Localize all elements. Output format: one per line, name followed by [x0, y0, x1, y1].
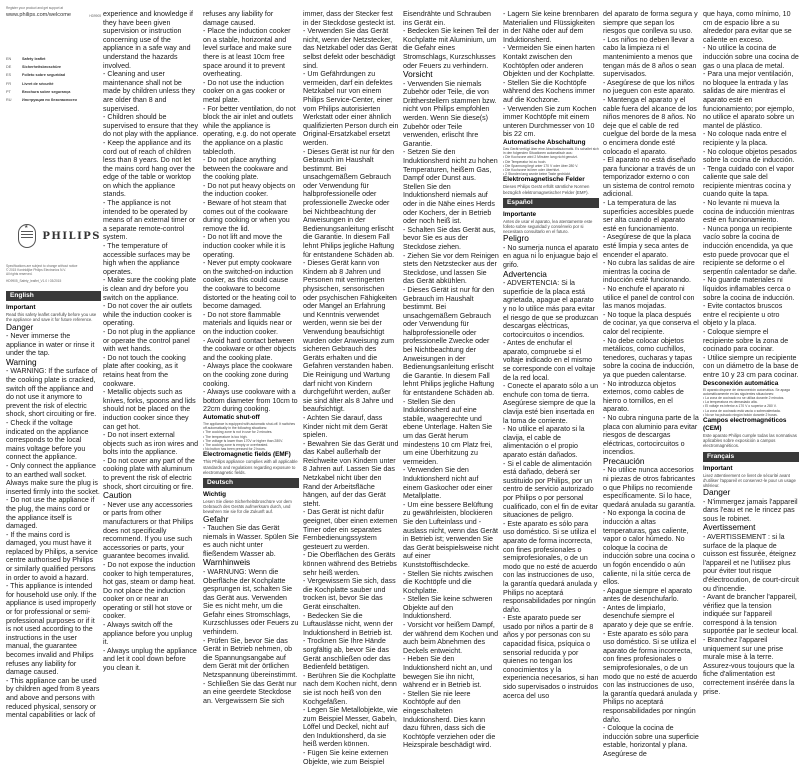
heading-emf-en: Electromagnetic fields (EMF) — [203, 451, 291, 459]
cem-text: Este aparato Philips cumple todas las normativas aplicables sobre exposición a campos electromagnéticos. — [703, 432, 797, 449]
menu-item-en[interactable]: EN Safety leaflet — [6, 57, 46, 61]
desconexion-notes: El aparato dispone de desconexión automática. Se apaga automáticamente en las siguientes situaciones: • La zona de cocinado no se utiliza durante 2 minutos. • La temperatura es demasiado alta. • El voltaje es inferior a 170 V o superior a 280 V. • La zona de cocinado está vacía o sobrecalentada. • No se ha pulsado ningún botón durante 2 horas. — [703, 387, 790, 417]
deutsch-continued-text-2: Eisendrähte und Schrauben ins Gerät ein. - Bedecken Sie keinen Teil der Kochplatte mit Aluminium, um die Gefahr eines Stromschlags, Kurzschlusses oder Feuers zu verhindern. — [403, 10, 499, 70]
emf-text-en: This Philips appliance complies with all applicable standards and regulations regarding exposure to electromagnetic fields. — [203, 459, 298, 475]
heading-important: Important — [6, 304, 36, 312]
caution-text: - Never use any accessories or parts from other manufacturers or that Philips does not specifically recommend. If you use such accessories or parts, your guarantee becomes invalid. - Do not expose the induction cooker to high temperatures, hot gas, steam or damp heat. Do not place the induction cooker on or near an operating or still hot stove or cooker. - Always switch off the appliance before you unplug it. - Always unplug the appliance and let it cool down before you clean it. — [103, 500, 197, 673]
espanol-continued-text-2: que haya, como mínimo, 10 cm de espacio libre a su alrededor para evitar que se caliente en exceso. - No utilice la cocina de inducción sobre una cocina de gas o una placa de metal. - Para una mejor ventilación, no bloquee la entrada y las salidas de aire mientras el aparato esté en funcionamiento; por ejemplo, no utilice el aparato sobre un mantel de plástico. - No coloque nada entre el recipiente y la placa. - No coloque objetos pesados sobre la cocina de inducción. - Tenga cuidado con el vapor caliente que sale del recipiente mientras cocina y cuando quite la tapa. - No levante ni mueva la cocina de inducción mientras esté en funcionamiento. - Nunca ponga un recipiente vacío sobre la cocina de inducción encendida, ya que esto puede provocar que el recipiente se deforme o el serpentín calentador se dañe. - No guarde materiales ni líquidos inflamables cerca o sobre la cocina de inducción. - Evite contactos bruscos entre el recipiente u otro objeto y la placa. - Coloque siempre el recipiente sobre la zona de cocinado para cocinar. - Utilice siempre un recipiente con un diámetro de la base de entre 10 y 23 cm para cocinar. — [703, 10, 799, 379]
column-3: refuses any liability for damage caused. - Place the induction cooker on a stable, horizontal and level surface and make sure there is at least 10cm free space around it to prevent overheating. - Do not use the induction cooker on a gas cooker or metal plate. - For better ventilation, do not block the air inlet and outlets while the appliance is operating, e.g. do not operate the appliance on a plastic tablecloth. - Do not place anything between the cookware and the cooking plate. - Do not put heavy objects on the induction cooker. - Beware of hot steam that comes out of the cookware during cooking or when you remove the lid. - Do not lift and move the induction cooker while it is operating. - Never put empty cookware on the switched-on induction cooker, as this could cause the cookware to become distorted or the heating coil to become damaged. - Do not store flammable materials and liquids near or on the induction cooker. - Avoid hard contact between the cookware or other objects and the cooking plate. - Always place the cookware on the cooking zone during cooking. - Always use cookware with a bottom diameter from 10cm to 22cm during cooking. Automatic shut-off The appliance is equipped with automatic shut-off. It switches off automatically in the following situations: • The cooking zone is not in use for 2 minutes. • The temperature is too high. • The voltage is lower than 170V or higher than 280V. • The cooking zone is empty or overheated. • No button has been pressed for 2 hours. Electromagnetic fields (EMF) This Philips appliance complies with all applicable standards and regulations regarding exposure to electromagnetic fields. Deutsch Wichtig Lesen Sie diese Sicherheitsbroschüre vor dem Gebrauch des Geräts aufmerksam durch, und bewahren Sie sie für die Zukunft auf. Gefahr - Tauchen Sie das Gerät niemals in Wasser. Spülen Sie es auch nicht unter fließendem Wasser ab. Warnhinweis - WARNUNG: Wenn die Oberfläche der Kochplatte gesprungen ist, schalten Sie das Gerät aus. Verwenden Sie es nicht mehr, um die Gefahr eines Stromschlags, Kurzschlusses oder Feuers zu verhindern. - Prüfen Sie, bevor Sie das Gerät in Betrieb nehmen, ob die Spannungsangabe auf dem Gerät mit der örtlichen Netzspannung übereinstimmt. - Schließen Sie das Gerät nur an eine geerdete Steckdose an. Vergewissern Sie sich — [203, 10, 299, 705]
espanol-continued-text: del aparato de forma segura y siempre que sepan los riesgos que conlleva su uso. - Los niños no deben llevar a cabo la limpieza ni el mantenimiento a menos que tengan más de 8 años o sean supervisados. - Asegúrese de que los niños no jueguen con este aparato. - Mantenga el aparato y el cable fuera del alcance de los niños menores de 8 años. No deje que el cable de red cuelgue del borde de la mesa o encimera donde esté colocado el aparato. - El aparato no está diseñado para funcionar a través de un temporizador externo o con un sistema de control remoto adicional. - La temperatura de las superficies accesibles puede ser alta cuando el aparato esté en funcionamiento. - Asegúrese de que la placa esté limpia y seca antes de encender el aparato. - No cubra las salidas de aire mientras la cocina de inducción esté funcionando. - No enchufe el aparato ni utilice el panel de control con las manos mojadas. - No toque la placa después de cocinar, ya que conserva el calor del recipiente. - No debe colocar objetos metálicos, como cuchillos, tenedores, cucharas y tapas sobre la cocina de inducción, ya que pueden calentarse. - No introduzca objetos externos, como cables de hierro o tornillos, en el aparato. - No cubra ninguna parte de la placa con aluminio para evitar riesgos de descargas eléctricas, cortocircuitos o incendios. — [603, 10, 699, 457]
heading-gefahr: Gefahr — [203, 513, 229, 524]
column-5 — [403, 10, 499, 750]
language-header-deutsch: Deutsch — [203, 478, 299, 488]
language-header-english: English — [6, 291, 101, 301]
english-caution-continued: refuses any liability for damage caused. - Place the induction cooker on a stable, horizontal and level surface and make sure there is at least 10cm free space around it to prevent overheating. - Do not use the induction cooker on a gas cooker or metal plate. - For better ventilation, do not block the air inlet and outlets while the appliance is operating, e.g. do not operate the appliance on a plastic tablecloth. - Do not place anything between the cookware and the cooking plate. - Do not put heavy objects on the induction cooker. - Beware of hot steam that comes out of the cookware during cooking or when you remove the lid. - Do not lift and move the induction cooker while it is operating. - Never put empty cookware on the switched-on induction cooker, as this could cause the cookware to become distorted or the heating coil to become damaged. - Do not store flammable materials and liquids near or on the induction cooker. - Avoid hard contact between the cookware or other objects and the cooking plate. - Always place the cookware on the cooking zone during cooking. - Always use cookware with a bottom diameter from 10cm to 22cm during cooking. — [203, 10, 298, 414]
menu-item-es[interactable]: ES Folleto sobre seguridad — [6, 73, 66, 78]
language-header-espanol: Español — [503, 198, 599, 208]
brand-logo: PHILIPS — [42, 230, 101, 242]
spec-note: Specifications are subject to change without notice — [6, 264, 78, 269]
menu-item-pt[interactable]: PT Brochura sobre segurança — [6, 89, 71, 94]
column-7 — [603, 10, 699, 758]
heading-emf-de: Elektromagnetische Felder — [503, 176, 585, 184]
heading-important-fr: Important — [703, 464, 733, 472]
deutsch-continued-text: immer, dass der Stecker fest in der Steckdose gesteckt ist. - Verwenden Sie das Gerät nicht, wenn der Netzstecker, das Netzkabel oder das Gerät selbst defekt oder beschädigt sind. - Um Gefährdungen zu vermeiden, darf ein defektes Netzkabel nur von einem Philips Service-Center, einer vom Philips autorisierten Werkstatt oder einer ähnlich qualifizierten Person durch ein Original-Ersatzkabel ersetzt werden. - Dieses Gerät ist nur für den Gebrauch im Haushalt bestimmt. Bei unsachgemäßem Gebrauch oder Verwendung für halbprofessionelle oder professionelle Zwecke oder bei Nichtbeachtung der Anweisungen in der Bedienungsanleitung erlischt die Garantie. In diesem Fall lehnt Philips jegliche Haftung für entstandene Schäden ab. - Dieses Gerät kann von Kindern ab 8 Jahren und Personen mit verringerten physischen, sensorischen oder psychischen Fähigkeiten oder Mangel an Erfahrung und Kenntnis verwendet werden, wenn sie bei der Verwendung beaufsichtigt wurden oder Anweisung zum sicheren Gebrauch des Geräts erhalten und die Gefahren verstanden haben. Die Reinigung und Wartung darf nicht von Kindern durchgeführt werden, außer sie sind älter als 8 Jahre und beaufsichtigt. - Achten Sie darauf, dass Kinder nicht mit dem Gerät spielen. - Bewahren Sie das Gerät und das Kabel außerhalb der Reichweite von Kindern unter 8 Jahren auf. Lassen Sie das Netzkabel nicht über den Rand der Arbeitsfläche hängen, auf der das Gerät steht. - Das Gerät ist nicht dafür geeignet, über einen externen Timer oder ein separates Fernbedienungssystem gesteuert zu werden. - Die Oberflächen des Geräts können während des Betriebs sehr heiß werden. - Vergewissern Sie sich, dass die Kochplatte sauber und trocken ist, bevor Sie das Gerät einschalten. - Bedecken Sie die Luftauslässe nicht, wenn der Induktionsherd in Betrieb ist. - Trocknen Sie Ihre Hände sorgfältig ab, bevor Sie das Gerät anschließen oder das Bedienfeld betätigen. - Berühren Sie die Kochplatte nach dem Kochen nicht, denn sie ist noch heiß von den Kochgefäßen. - Legen Sie Metallobjekte, wie zum Beispiel Messer, Gabeln, Löffel und Deckel, nicht auf den Induktionsherd, da sie heiß werden können. - Fügen Sie keine externen Objekte, wie zum Beispiel — [303, 10, 399, 766]
welcome-url[interactable]: www.philips.com/welcome — [6, 12, 71, 18]
philips-shield-icon — [18, 224, 36, 248]
heading-vorsicht: Vorsicht — [403, 69, 433, 80]
column-6: - Lagern Sie keine brennbaren Materialien und Flüssigkeiten in der Nähe oder auf dem Induktionsherd. - Vermeiden Sie einen harten Kontakt zwischen den Kochtöpfen oder anderen Objekten und der Kochplatte. - Stellen Sie die Kochtöpfe während des Kochens immer auf die Kochzone. - Verwenden Sie zum Kochen immer Kochtöpfe mit einem unteren Durchmesser von 10 bis 22 cm. Automatische Abschaltung Das Gerät verfügt über eine Abschaltautomatik. Es schaltet sich in den folgenden Situationen automatisch aus: • Die Kochzone wird 2 Minuten lang nicht genutzt. • Die Temperatur ist zu hoch. • Die Spannung liegt unter 170 V oder über 280 V. • Die Kochzone ist leer oder überhitzt. • 2 Stunden lang wurde keine Taste gedrückt. Elektromagnetische Felder Dieses Philips Gerät erfüllt sämtliche Normen bezüglich elektromagnetischer Felder (EMF). Español Importante Antes de usar el aparato, lea atentamente este folleto sobre seguridad y consérvelo por si necesitara consultarlo en el futuro. Peligro - No sumerja nunca el aparato en agua ni lo enjuague bajo el grifo. Advertencia - ADVERTENCIA: Si la superficie de la placa está agrietada, apague el aparato y no lo utilice más para evitar el riesgo de que se produzcan descargas eléctricas, cortocircuitos o incendios. - Antes de enchufar el aparato, compruebe si el voltaje indicado en el mismo se corresponde con el voltaje de la red local. - Conecte el aparato sólo a un enchufe con toma de tierra. Asegúrese siempre de que la clavija esté bien insertada en la toma de corriente. - No utilice el aparato si la clavija, el cable de alimentación o el propio aparato están dañados. - Si el cable de alimentación está dañado, deberá ser sustituido por Philips, por un centro de servicio autorizado por Philips o por personal cualificado, con el fin de evitar situaciones de peligro. - Este aparato es sólo para uso doméstico. Si se utiliza el aparato de forma incorrecta, con fines profesionales o semiprofesionales, o de un modo que no esté de acuerdo con las instrucciones de uso, la garantía quedará anulada y Philips no aceptará responsabilidades por ningún daño. - Este aparato puede ser usado por niños a partir de 8 años y por personas con su capacidad física, psíquica o sensorial reducida y por quienes no tengan los conocimientos y la experiencia necesarios, si han sido supervisados o instruidos acerca del uso — [503, 10, 599, 700]
heading-advertencia: Advertencia — [503, 268, 547, 279]
heading-cem: Campos electromagnéticos (CEM) — [703, 416, 787, 432]
heading-peligro: Peligro — [503, 233, 529, 244]
emf-text-de: Dieses Philips Gerät erfüllt sämtliche Normen bezüglich elektromagnetischer Felder (EMF). — [503, 184, 590, 195]
rights: All rights reserved. — [6, 272, 33, 277]
gefahr-text: - Tauchen Sie das Gerät niemals in Wasser. Spülen Sie es auch nicht unter fließendem Wasser ab. — [203, 524, 299, 558]
heading-precaucion: Precaución — [603, 455, 645, 466]
heading-auto-shutoff: Automatic shut-off — [203, 413, 260, 421]
heading-wichtig: Wichtig — [203, 490, 227, 498]
heading-importante: Importante — [503, 210, 537, 218]
auto-shutoff-notes: The appliance is equipped with automatic shut-off. It switches off automatically in the following situations: • The cooking zone is not in use for 2 minutes. • The temperature is too high. • The voltage is lower than 170V or higher than 280V. • The cooking zone is empty or overheated. • No button has been pressed for 2 hours. — [203, 421, 296, 452]
menu-item-de[interactable]: DE Sicherheitsbroschüre — [6, 65, 62, 70]
menu-item-ru[interactable]: RU Инструкция по безопасности — [6, 98, 77, 103]
heading-caution: Caution — [103, 490, 132, 501]
doc-code: HD9905_Safety_leaflet_V1.0 / 03/2015 — [6, 279, 62, 284]
column-2 — [103, 10, 199, 710]
column-4 — [303, 10, 399, 766]
column-8: que haya, como mínimo, 10 cm de espacio libre a su alrededor para evitar que se caliente en exceso. - No utilice la cocina de inducción sobre una cocina de gas o una placa de metal. - Para una mejor ventilación, no bloquee la entrada y las salidas de aire mientras el aparato esté en funcionamiento; por ejemplo, no utilice el aparato sobre un mantel de plástico. - No coloque nada entre el recipiente y la placa. - No coloque objetos pesados sobre la cocina de inducción. - Tenga cuidado con el vapor caliente que sale del recipiente mientras cocina y cuando quite la tapa. - No levante ni mueva la cocina de inducción mientras esté en funcionamiento. - Nunca ponga un recipiente vacío sobre la cocina de inducción encendida, ya que esto puede provocar que el recipiente se deforme o el serpentín calentador se dañe. - No guarde materiales ni líquidos inflamables cerca o sobre la cocina de inducción. - Evite contactos bruscos entre el recipiente u otro objeto y la placa. - Coloque siempre el recipiente sobre la zona de cocinado para cocinar. - Utilice siempre un recipiente con un diámetro de la base de entre 10 y 23 cm para cocinar. Desconexión automática El aparato dispone de desconexión automática. Se apaga automáticamente en las siguientes situaciones: • La zona de cocinado no se utiliza durante 2 minutos. • La temperatura es demasiado alta. • El voltaje es inferior a 170 V o superior a 280 V. • La zona de cocinado está vacía o sobrecalentada. • No se ha pulsado ningún botón durante 2 horas. Campos electromagnéticos (CEM) Este aparato Philips cumple todas las normativas aplicables sobre exposición a campos electromagnéticos. Français Important Lisez attentivement ce livret de sécurité avant d'utiliser l'appareil et conservez-le pour un usage ultérieur. Danger - N'immergez jamais l'appareil dans l'eau et ne le rincez pas sous le robinet. Avertissement - AVERTISSEMENT : si la surface de la plaque de cuisson est fissurée, éteignez l'appareil et ne l'utilisez plus pour éviter tout risque d'électrocution, de court-circuit ou d'incendie. - Avant de brancher l'appareil, vérifiez que la tension indiquée sur l'appareil correspond à la tension supportée par le secteur local. - Branchez l'appareil uniquement sur une prise murale mise à la terre. Assurez-vous toujours que la fiche d'alimentation est correctement insérée dans la prise. — [703, 10, 799, 696]
warnhinweis-text: - WARNUNG: Wenn die Oberfläche der Kochplatte gesprungen ist, schalten Sie das Gerät aus. Verwenden Sie es nicht mehr, um die Gefahr eines Stromschlags, Kurzschlusses oder Feuers zu verhindern. - Prüfen Sie, bevor Sie das Gerät in Betrieb nehmen, ob die Spannungsangabe auf dem Gerät mit der örtlichen Netzspannung übereinstimmt. - Schließen Sie das Gerät nur an eine geerdete Steckdose an. Vergewissern Sie sich — [203, 567, 299, 705]
register-note: Register your product and get support at — [6, 6, 64, 10]
english-continued-text: experience and knowledge if they have been given supervision or instruction concerning use of the appliance in a safe way and understand the hazards involved. - Cleaning and user maintenance shall not be made by children unless they are older than 8 and supervised. - Children should be supervised to ensure that they do not play with the appliance. - Keep the appliance and its cord out of reach of children less than 8 years. Do not let the mains cord hang over the edge of the table or worktop on which the appliance stands. - The appliance is not intended to be operated by means of an external timer or a separate remote-control system. - The temperature of accessible surfaces may be high when the appliance operates. - Make sure the cooking plate is clean and dry before you switch on the appliance. - Do not cover the air outlets while the induction cooker is operating. - Do not plug in the appliance or operate the control panel with wet hands. - Do not touch the cooking plate after cooking, as it retains heat from the cookware. - Metallic objects such as knives, forks, spoons and lids should not be placed on the induction cooker since they can get hot. - Do not insert external objects such as iron wires and bolts into the appliance. - Do not cover any part of the cooking plate with aluminum to prevent the risk of electric shock, short circuiting or fire. — [103, 10, 199, 491]
heading-warnhinweis: Warnhinweis — [203, 557, 251, 568]
heading-abschaltung: Automatische Abschaltung — [503, 138, 586, 146]
copyright: © 2015 Koninklijke Philips Electronics N.V. — [6, 268, 66, 273]
menu-item-fr[interactable]: FR Livret de sécurité — [6, 81, 54, 86]
model-number: HD9905 — [89, 13, 101, 18]
column-1 — [6, 6, 101, 720]
heading-desconexion: Desconexión automática — [703, 379, 779, 387]
language-header-francais: Français — [703, 452, 799, 462]
advertencia-text: - ADVERTENCIA: Si la superficie de la placa está agrietada, apague el aparato y no lo utilice más para evitar el riesgo de que se produzcan descargas eléctricas, cortocircuitos o incendios. - Antes de enchufar el aparato, compruebe si el voltaje indicado en el mismo se corresponde con el voltaje de la red local. - Conecte el aparato sólo a un enchufe con toma de tierra. Asegúrese siempre de que la clavija esté bien insertada en la toma de corriente. - No utilice el aparato si la clavija, el cable de alimentación o el propio aparato están dañados. - Si el cable de alimentación está dañado, deberá ser sustituido por Philips, por un centro de servicio autorizado por Philips o por personal cualificado, con el fin de evitar situaciones de peligro. - Este aparato es sólo para uso doméstico. Si se utiliza el aparato de forma incorrecta, con fines profesionales o semiprofesionales, o de un modo que no esté de acuerdo con las instrucciones de uso, la garantía quedará anulada y Philips no aceptará responsabilidades por ningún daño. - Este aparato puede ser usado por niños a partir de 8 años y por personas con su capacidad física, psíquica o sensorial reducida y por quienes no tengan los conocimientos y la experiencia necesarios, si han sido supervisados o instruidos acerca del uso — [503, 279, 599, 700]
peligro-text: - No sumerja nunca el aparato en agua ni lo enjuague bajo el grifo. — [503, 243, 599, 270]
language-menu — [6, 55, 101, 104]
heading-avertissement: Avertissement — [703, 522, 756, 533]
heading-danger: Danger — [6, 321, 34, 332]
avertissement-text: - AVERTISSEMENT : si la surface de la plaque de cuisson est fissurée, éteignez l'appareil et ne l'utilisez plus pour éviter tout risque d'électrocution, de court-circuit ou d'incendie. - Avant de brancher l'appareil, vérifiez que la tension indiquée sur l'appareil correspond à la tension supportée par le secteur local. - Branchez l'appareil uniquement sur une prise murale mise à la terre. Assurez-vous toujours que la fiche d'alimentation est correctement insérée dans la prise. — [703, 532, 799, 696]
important-text: Read this safety leaflet carefully before you use the appliance and save it for future reference. — [6, 312, 97, 323]
warning-text: - WARNING: If the surface of the cooking plate is cracked, switch off the appliance and do not use it anymore to prevent the risk of electric shock, short circuiting or fire. - Check if the voltage indicated on the appliance corresponds to the local mains voltage before you connect the appliance. - Only connect the appliance to an earthed wall socket. Always make sure the plug is inserted firmly into the socket. - Do not use the appliance if the plug, the mains cord or the appliance itself is damaged. - If the mains cord is damaged, you must have it replaced by Philips, a service centre authorised by Philips or similarly qualified persons in order to avoid a hazard. - This appliance is intended for household use only. If the appliance is used improperly or for professional or semi-professional purposes or if it is not used according to the instructions in the user manual, the guarantee becomes invalid and Philips refuses any liability for damage caused. - This appliance can be used by children aged from 8 years and above and persons with reduced physical, sensory or mental capabilities or lack of — [6, 367, 100, 720]
deutsch-continued-text-3: - Lagern Sie keine brennbaren Materialien und Flüssigkeiten in der Nähe oder auf dem Induktionsherd. - Vermeiden Sie einen harten Kontakt zwischen den Kochtöpfen oder anderen Objekten und der Kochplatte. - Stellen Sie die Kochtöpfe während des Kochens immer auf die Kochzone. - Verwenden Sie zum Kochen immer Kochtöpfe mit einem unteren Durchmesser von 10 bis 22 cm. — [503, 10, 599, 139]
heading-danger-fr: Danger — [703, 487, 731, 498]
vorsicht-text: - Verwenden Sie niemals Zubehör oder Teile, die von Drittherstellern stammen bzw. nicht von Philips empfohlen werden. Wenn Sie diese(s) Zubehör oder Teile verwenden, erlischt Ihre Garantie. - Setzen Sie den Induktionsherd nicht zu hohen Temperaturen, heißem Gas, Dampf oder Dunst aus. Stellen Sie den Induktionsherd niemals auf oder in die Nähe eines Herds oder Kochers, der in Betrieb oder noch heiß ist. - Schalten Sie das Gerät aus, bevor Sie es aus der Steckdose ziehen. - Ziehen Sie vor dem Reinigen stets den Netzstecker aus der Steckdose, und lassen Sie das Gerät abkühlen. - Dieses Gerät ist nur für den Gebrauch im Haushalt bestimmt. Bei unsachgemäßem Gebrauch oder Verwendung für halbprofessionelle oder professionelle Zwecke oder bei Nichtbeachtung der Anweisungen in der Bedienungsanleitung erlischt die Garantie. In diesem Fall lehnt Philips jegliche Haftung für entstandene Schäden ab. - Stellen Sie den Induktionsherd auf eine stabile, waagerechte und ebene Unterlage. Halten Sie um das Gerät herum mindestens 10 cm Platz frei, um eine Überhitzung zu vermeiden. - Verwenden Sie den Induktionsherd nicht auf einem Gaskocher oder einer Metallplatte. - Um eine bessere Belüftung zu gewährleisten, blockieren Sie den Lufteinlass und -auslass nicht, wenn das Gerät in Betrieb ist; verwenden Sie das Gerät beispielsweise nicht auf einer Kunststofftischdecke. - Stellen Sie nichts zwischen die Kochtöpfe und die Kochplatte. - Stellen Sie keine schweren Objekte auf den Induktionsherd. - Vorsicht vor heißem Dampf, der während dem Kochen und auch beim Abnehmen des Deckels entweicht. - Heben Sie den Induktionsherd nicht an, und bewegen Sie ihn nicht, während er in Betrieb ist. - Stellen Sie nie leere Kochtöpfe auf den eingeschalteten Induktionsherd. Dies kann dazu führen, dass sich die Kochtöpfe verziehen oder die Heizspirale beschädigt wird. — [403, 79, 499, 750]
abschaltung-notes: Das Gerät verfügt über eine Abschaltautomatik. Es schaltet sich in den folgenden Situationen automatisch aus: • Die Kochzone wird 2 Minuten lang nicht genutzt. • Die Temperatur ist zu hoch. • Die Spannung liegt unter 170 V oder über 280 V. • Die Kochzone ist leer oder überhitzt. • 2 Stunden lang wurde keine Taste gedrückt. — [503, 146, 599, 177]
precaucion-text: - No utilice nunca accesorios ni piezas de otros fabricantes o que Philips no recomiende específicamente. Si lo hace, quedará anulada su garantía. - No exponga la cocina de inducción a altas temperaturas, gas caliente, vapor o calor húmedo. No coloque la cocina de inducción sobre una cocina o un fogón encendido o aún caliente, ni la sitúe cerca de ellos. - Apague siempre el aparato antes de desenchufarlo. - Antes de limpiarlo, desenchufe siempre el aparato y deje que se enfríe. - Este aparato es sólo para uso doméstico. Si se utiliza el aparato de forma incorrecta, con fines profesionales o semiprofesionales, o de un modo que no esté de acuerdo con las instrucciones de uso, la garantía quedará anulada y Philips no aceptará responsabilidades por ningún daño. - Coloque la cocina de inducción sobre una superficie estable, horizontal y plana. Asegúrese de — [603, 466, 699, 758]
danger-text: - Never immerse the appliance in water or rinse it under the tap. — [6, 332, 95, 358]
danger-text-fr: - N'immergez jamais l'appareil dans l'eau et ne le rincez pas sous le robinet. — [703, 497, 798, 523]
heading-warning: Warning — [6, 356, 37, 367]
